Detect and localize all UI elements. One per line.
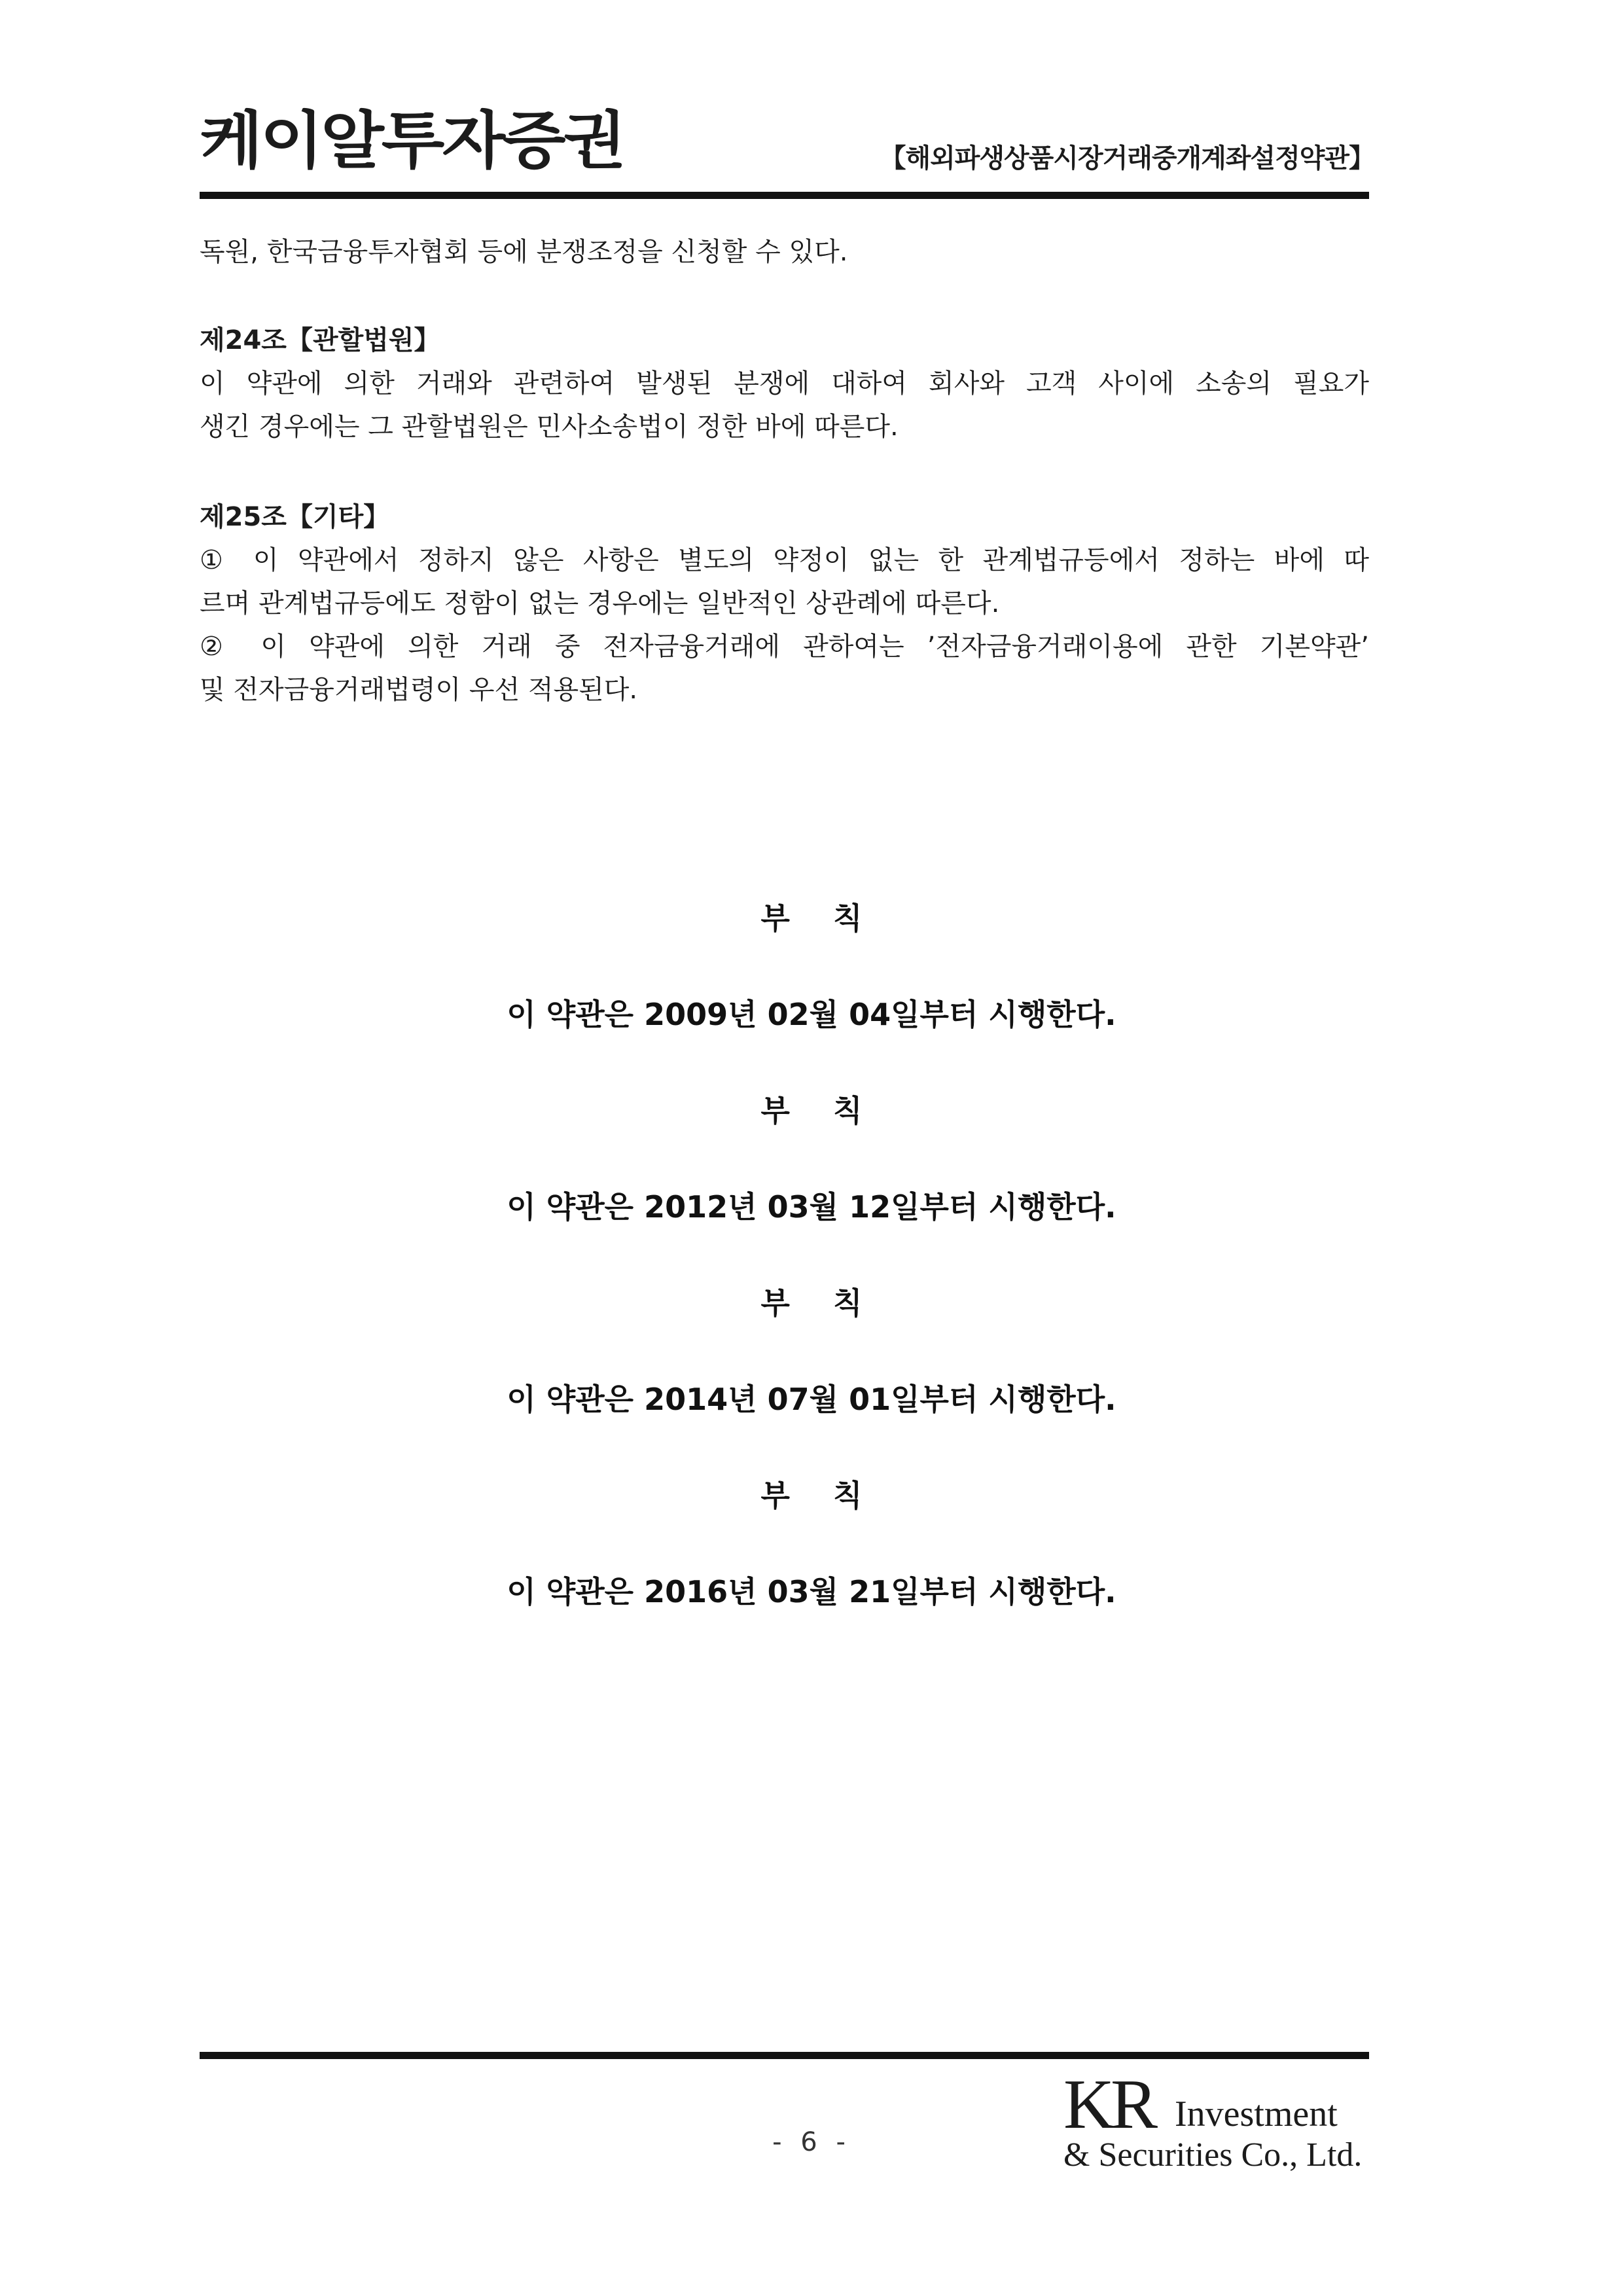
logo-securities-text: & Securities Co., Ltd. xyxy=(1063,2136,1363,2174)
header-rule xyxy=(200,192,1369,199)
supplementary-label: 부 칙 xyxy=(760,1093,863,1128)
article-25-line-2: 르며 관계법규등에도 정함이 없는 경우에는 일반적인 상관례에 따른다. xyxy=(200,588,1000,619)
article-24-heading: 제24조【관할법원】 xyxy=(200,325,440,355)
article-24 xyxy=(200,319,1369,448)
continuation-paragraph xyxy=(200,230,1369,274)
effective-date-text: 이 약관은 2012년 03월 12일부터 시행한다. xyxy=(507,1189,1116,1225)
effective-date-text: 이 약관은 2014년 07월 01일부터 시행한다. xyxy=(507,1382,1116,1417)
article-25-line-1: ① 이 약관에서 정하지 않은 사항은 별도의 약정이 없는 한 관계법규등에서 정하는 바에 따 xyxy=(200,545,1369,575)
article-25 xyxy=(200,495,1369,711)
supplementary-label: 부 칙 xyxy=(760,1285,863,1321)
brand-logo-text: 케이알투자증권 xyxy=(200,103,624,177)
effective-date-text: 이 약관은 2009년 02월 04일부터 시행한다. xyxy=(507,997,1116,1032)
logo-investment-text: Investment xyxy=(1175,2094,1338,2134)
article-24-line-2: 생긴 경우에는 그 관할법원은 민사소송법이 정한 바에 따른다. xyxy=(200,412,899,442)
footer-rule xyxy=(200,2052,1369,2059)
effective-date-text: 이 약관은 2016년 03월 21일부터 시행한다. xyxy=(507,1574,1116,1609)
article-24-line-1: 이 약관에 의한 거래와 관련하여 발생된 분쟁에 대하여 회사와 고객 사이에 소송의 필요가 xyxy=(200,368,1369,399)
article-25-line-4: 및 전자금융거래법령이 우선 적용된다. xyxy=(200,675,638,705)
article-25-heading: 제25조【기타】 xyxy=(200,502,390,532)
logo-kr-text: KR xyxy=(1063,2066,1154,2144)
supplementary-label: 부 칙 xyxy=(760,1478,863,1513)
page-number: - 6 - xyxy=(772,2127,851,2157)
article-25-line-3: ② 이 약관에 의한 거래 중 전자금융거래에 관하여는 ’전자금융거래이용에 관한 기본약관’ xyxy=(200,632,1369,662)
company-logo xyxy=(1063,2066,1378,2174)
supplementary-label: 부 칙 xyxy=(760,901,863,936)
continuation-text: 독원, 한국금융투자협회 등에 분쟁조정을 신청할 수 있다. xyxy=(200,237,848,267)
document-title: 【해외파생상품시장거래중개계좌설정약관】 xyxy=(880,143,1374,173)
